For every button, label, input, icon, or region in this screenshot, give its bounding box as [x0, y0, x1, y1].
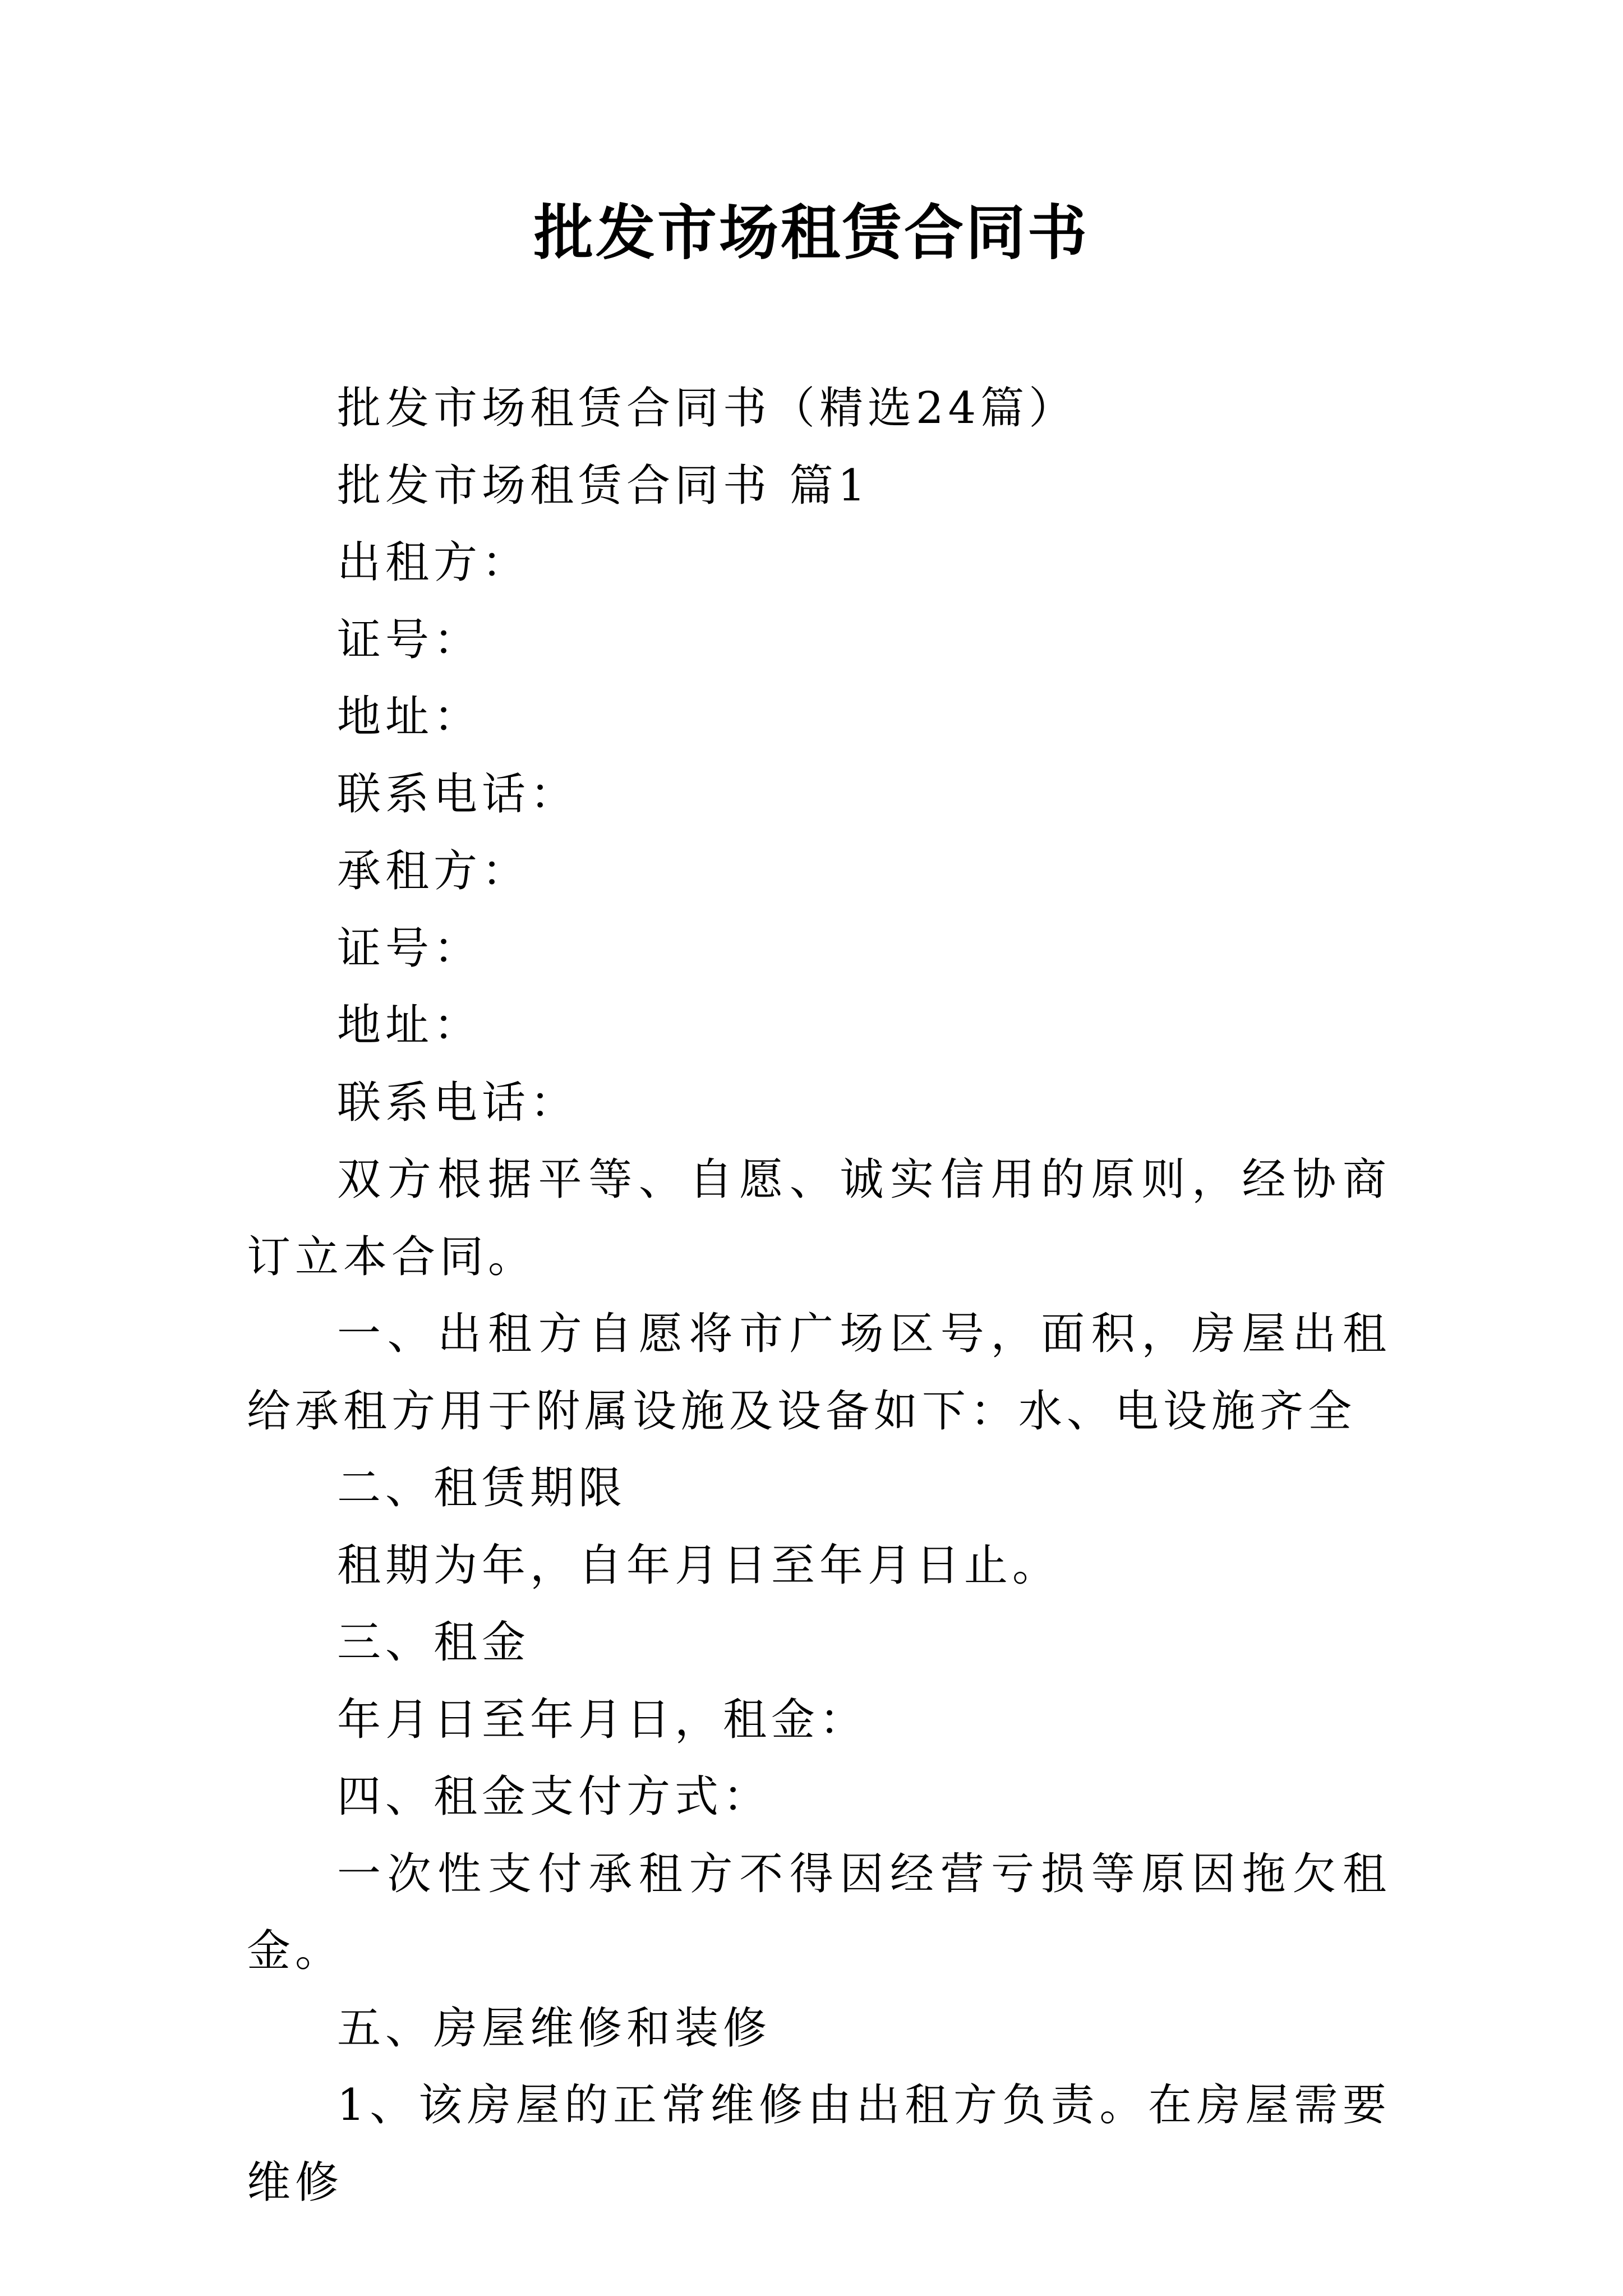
paragraph-section-heading: 批发市场租赁合同书 篇1 [337, 460, 870, 511]
paragraph-clause-3-body: 年月日至年月日，租金： [337, 1694, 868, 1745]
paragraph-principle: 双方根据平等、自愿、诚实信用的原则，经协商订立本合同。 [247, 1154, 1391, 1282]
paragraph-lessee-address: 地址： [337, 1000, 482, 1051]
paragraph-lessor-address: 地址： [337, 692, 482, 742]
paragraph-clause-2-heading: 二、租赁期限 [337, 1463, 627, 1513]
paragraph-clause-3-heading: 三、租金 [337, 1617, 531, 1668]
paragraph-clause-1: 一、出租方自愿将市广场区号，面积，房屋出租给承租方用于附属设施及设备如下：水、电设施齐全 [247, 1309, 1391, 1437]
document-body [247, 370, 1391, 2221]
paragraph-lessee: 承租方： [337, 846, 531, 896]
paragraph-clause-5-item-1: 1、该房屋的正常维修由出租方负责。在房屋需要维修 [247, 2080, 1391, 2208]
paragraph-clause-4-body: 一次性支付承租方不得因经营亏损等原因拖欠租金。 [247, 1848, 1391, 1976]
paragraph-lessor: 出租方： [337, 537, 531, 588]
paragraph-clause-4-heading: 四、租金支付方式： [337, 1772, 772, 1822]
paragraph-lessor-phone: 联系电话： [337, 769, 579, 820]
paragraph-lessee-id: 证号： [337, 923, 482, 974]
paragraph-clause-2-body: 租期为年，自年月日至年月日止。 [337, 1540, 1061, 1591]
paragraph-lessee-phone: 联系电话： [337, 1077, 579, 1128]
document-title: 批发市场租赁合同书 [534, 197, 1089, 268]
paragraph-subtitle: 批发市场租赁合同书（精选24篇） [337, 383, 1077, 434]
paragraph-clause-5-heading: 五、房屋维修和装修 [337, 2003, 772, 2054]
paragraph-lessor-id: 证号： [337, 614, 482, 665]
